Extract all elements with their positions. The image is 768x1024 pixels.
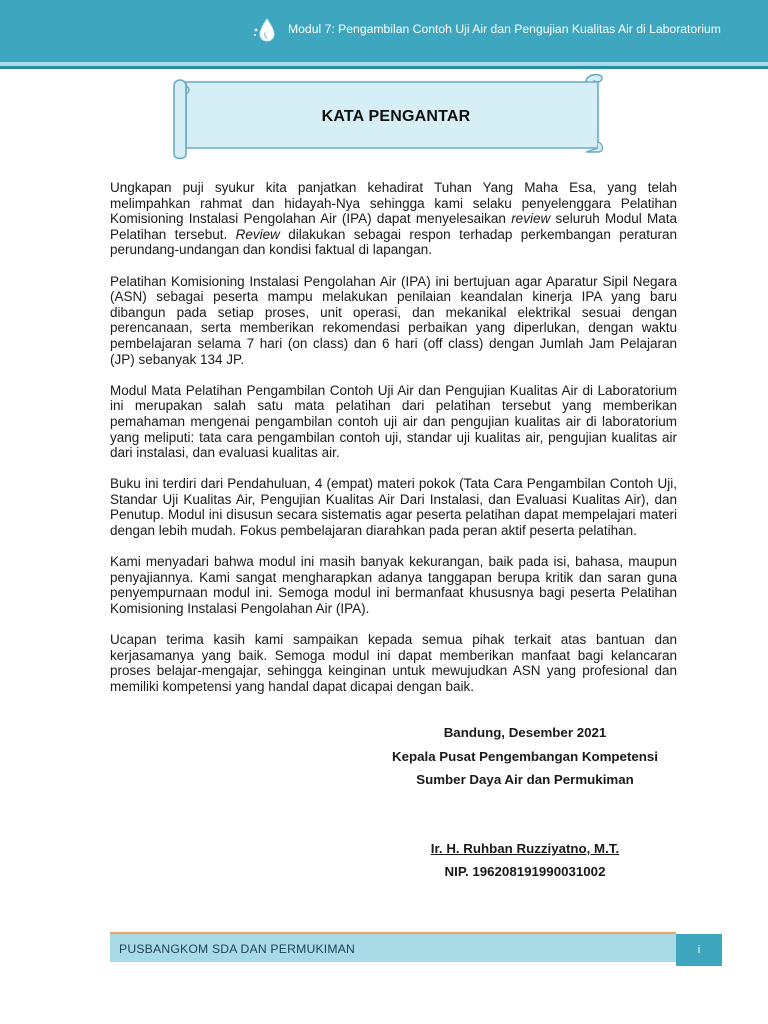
italic-review: review	[511, 211, 551, 227]
paragraph-4: Buku ini terdiri dari Pendahuluan, 4 (empat) materi pokok (Tata Cara Pengambilan Contoh Uji, Standar Uji Kualitas Air, Pengujian Kualitas Air Dari Instalasi, dan Evaluasi Kualitas Air), dan Penutup. Modul ini disusun secara sistematis agar peserta pelatihan dapat mempelajari materi dengan lebih mudah. Fokus pembelajaran diarahkan pada peran aktif peserta pelatihan.	[110, 476, 677, 539]
page-title: KATA PENGANTAR	[321, 108, 471, 125]
paragraph-1-part-c: dilakukan sebagai respon terhadap perkembangan peraturan perundang-undangan dan kondisi faktual di lapangan.	[110, 226, 678, 258]
footer-organization: PUSBANGKOM SDA DAN PERMUKIMAN	[119, 942, 356, 956]
paragraph-1-part-a: Ungkapan puji syukur kita panjatkan kehadirat Tuhan Yang Maha Esa, yang telah melimpahkan rahmat dan hidayah-Nya sehingga kami selaku penyelenggara Pelatihan Komisioning Instalasi Pengolahan Air (IPA) dapat menyelesaikan	[110, 180, 677, 227]
paragraph-3: Modul Mata Pelatihan Pengambilan Contoh Uji Air dan Pengujian Kualitas Air di Laboratorium ini merupakan salah satu mata pelatihan dari pelatihan tersebut yang memberikan pemahaman mengenai pengambilan contoh uji air dan pengujian kualitas air di laboratorium yang meliputi: tata cara pengambilan contoh uji, standar uji kualitas air, pengujian kualitas air dari instalasi, dan evaluasi kualitas air.	[110, 382, 677, 461]
signature-position-line-1: Kepala Pusat Pengembangan Kompetensi	[391, 749, 658, 764]
italic-review-capital: Review	[235, 226, 280, 242]
signatory-nip: NIP. 196208191990031002	[444, 864, 606, 879]
signature-position-line-2: Sumber Daya Air dan Permukiman	[416, 772, 634, 787]
paragraph-1	[110, 180, 677, 258]
signatory-name: Ir. H. Ruhban Ruzziyatno, M.T.	[430, 841, 620, 856]
foreword-body	[110, 180, 677, 710]
module-title: Modul 7: Pengambilan Contoh Uji Air dan Pengujian Kualitas Air di Laboratorium	[288, 22, 721, 36]
paragraph-2: Pelatihan Komisioning Instalasi Pengolahan Air (IPA) ini bertujuan agar Aparatur Sipil Negara (ASN) sebagai peserta mampu melakukan penilaian keandalan kinerja IPA yang baru dibangun pada setiap proses, unit operasi, dan mekanikal elektrikal sesuai dengan perencanaan, serta memberikan rekomendasi perbaikan yang diperlukan, dengan waktu pembelajaran selama 7 hari (on class) dan 6 hari (off class) dengan Jumlah Jam Pelajaran (JP) sebanyak 134 JP.	[110, 273, 677, 367]
water-drop-icon	[252, 16, 278, 44]
signature-name-wrapper	[372, 841, 678, 856]
paragraph-1-part-b: seluruh Modul Mata Pelatihan tersebut.	[110, 211, 677, 242]
signature-place-date: Bandung, Desember 2021	[443, 725, 607, 740]
page-number: i	[697, 944, 701, 956]
paragraph-5: Kami menyadari bahwa modul ini masih banyak kekurangan, baik pada isi, bahasa, maupun penyajiannya. Kami sangat mengharapkan adanya tanggapan berupa kritik dan saran guna penyempurnaan modul ini. Semoga modul ini bermanfaat khususnya bagi peserta Pelatihan Komisioning Instalasi Pengolahan Air (IPA).	[110, 554, 677, 617]
paragraph-6: Ucapan terima kasih kami sampaikan kepada semua pihak terkait atas bantuan dan kerjasamanya yang baik. Semoga modul ini dapat memberikan manfaat bagi kelancaran proses belajar-mengajar, sehingga keinginan untuk mewujudkan ASN yang profesional dan memiliki kompetensi yang handal dapat dicapai dengan baik.	[110, 632, 677, 694]
